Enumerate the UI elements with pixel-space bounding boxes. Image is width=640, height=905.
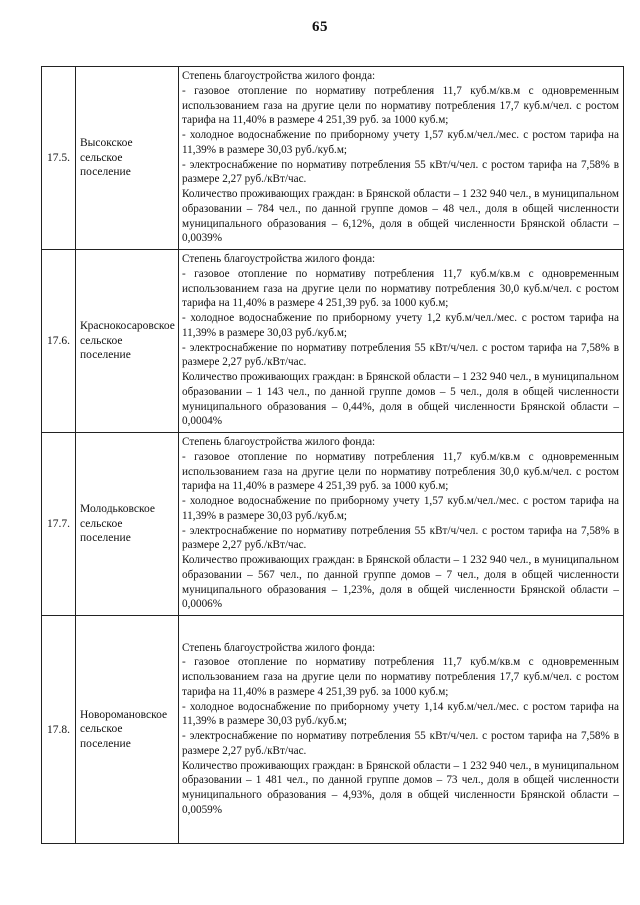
settlement-name: Краснокосаровское сельское поселение bbox=[76, 250, 179, 433]
page-number: 65 bbox=[312, 19, 328, 35]
settlements-table bbox=[41, 66, 624, 844]
residents-text: Количество проживающих граждан: в Брянской области – 1 232 940 чел., в муниципальном образовании – 1 143 чел., по данной группе домов – 5 чел., доля в общей численности муниципального образования – 0,44%, доля в общей численности Брянской области – 0,0004% bbox=[182, 371, 619, 428]
residents-text: Количество проживающих граждан: в Брянской области – 1 232 940 чел., в муниципальном образовании – 784 чел., по данной группе домов – 48 чел., доля в общей численности муниципального образования – 6,12%, доля в общей численности Брянской области – 0,0039% bbox=[182, 188, 619, 245]
water-supply-text: - холодное водоснабжение по приборному учету 1,14 куб.м/чел./мес. с ростом тарифа на 11,39% в размере 30,03 руб./куб.м; bbox=[182, 700, 619, 728]
table-row bbox=[42, 433, 624, 616]
settlement-name: Новоромановское сельское поселение bbox=[76, 616, 179, 844]
water-supply-text: - холодное водоснабжение по приборному учету 1,57 куб.м/чел./мес. с ростом тарифа на 11,39% в размере 30,03 руб./куб.м; bbox=[182, 129, 619, 156]
gas-heating-text: - газовое отопление по нормативу потребления 11,7 куб.м/кв.м с одновременным использованием газа на другие цели по нормативу потребления 17,7 куб.м/чел. с ростом тарифа на 11,40% в размере 4 251,39 руб. за 1000 куб.м; bbox=[182, 656, 619, 698]
water-supply-text: - холодное водоснабжение по приборному учету 1,57 куб.м/чел./мес. с ростом тарифа на 11,39% в размере 30,03 руб./куб.м; bbox=[182, 495, 619, 522]
residents-text: Количество проживающих граждан: в Брянской области – 1 232 940 чел., в муниципальном образовании – 1 481 чел., по данной группе домов – 73 чел., доля в общей численности муниципального образования – 4,93%, доля в общей численности Брянской области – 0,0059% bbox=[182, 759, 619, 816]
gas-heating-text: - газовое отопление по нормативу потребления 11,7 куб.м/кв.м с одновременным использованием газа на другие цели по нормативу потребления 17,7 куб.м/чел. с ростом тарифа на 11,40% в размере 4 251,39 руб. за 1000 куб.м; bbox=[182, 84, 619, 127]
row-number: 17.5. bbox=[42, 67, 76, 250]
electricity-text: - электроснабжение по нормативу потребления 55 кВт/ч/чел. с ростом тарифа на 7,58% в размере 2,27 руб./кВт/час. bbox=[182, 730, 619, 757]
residents-text: Количество проживающих граждан: в Брянской области – 1 232 940 чел., в муниципальном образовании – 567 чел., по данной группе домов – 7 чел., доля в общей численности муниципального образования – 1,23%, доля в общей численности Брянской области – 0,0006% bbox=[182, 554, 619, 611]
improvement-heading: Степень благоустройства жилого фонда: bbox=[182, 70, 376, 82]
electricity-text: - электроснабжение по нормативу потребления 55 кВт/ч/чел. с ростом тарифа на 7,58% в размере 2,27 руб./кВт/час. bbox=[182, 341, 619, 369]
row-description bbox=[179, 250, 624, 433]
improvement-heading: Степень благоустройства жилого фонда: bbox=[182, 641, 376, 654]
table-row bbox=[42, 250, 624, 433]
improvement-heading: Степень благоустройства жилого фонда: bbox=[182, 436, 376, 448]
gas-heating-text: - газовое отопление по нормативу потребления 11,7 куб.м/кв.м с одновременным использованием газа на другие цели по нормативу потребления 30,0 куб.м/чел. с ростом тарифа на 11,40% в размере 4 251,39 руб. за 1000 куб.м; bbox=[182, 450, 619, 493]
row-description bbox=[179, 67, 624, 250]
electricity-text: - электроснабжение по нормативу потребления 55 кВт/ч/чел. с ростом тарифа на 7,58% в размере 2,27 руб./кВт/час. bbox=[182, 524, 619, 552]
table-row bbox=[42, 616, 624, 844]
row-number: 17.7. bbox=[42, 433, 76, 616]
row-description bbox=[179, 616, 624, 844]
table-row bbox=[42, 67, 624, 250]
settlement-name: Высокское сельское поселение bbox=[76, 67, 179, 250]
water-supply-text: - холодное водоснабжение по приборному учету 1,2 куб.м/чел./мес. с ростом тарифа на 11,39% в размере 30,03 руб./куб.м; bbox=[182, 312, 619, 339]
electricity-text: - электроснабжение по нормативу потребления 55 кВт/ч/чел. с ростом тарифа на 7,58% в размере 2,27 руб./кВт/час. bbox=[182, 158, 619, 186]
row-number: 17.8. bbox=[42, 616, 76, 844]
gas-heating-text: - газовое отопление по нормативу потребления 11,7 куб.м/кв.м с одновременным использованием газа на другие цели по нормативу потребления 30,0 куб.м/чел. с ростом тарифа на 11,40% в размере 4 251,39 руб. за 1000 куб.м; bbox=[182, 267, 619, 310]
row-description bbox=[179, 433, 624, 616]
settlement-name: Молодьковское сельское поселение bbox=[76, 433, 179, 616]
improvement-heading: Степень благоустройства жилого фонда: bbox=[182, 253, 376, 265]
row-number: 17.6. bbox=[42, 250, 76, 433]
